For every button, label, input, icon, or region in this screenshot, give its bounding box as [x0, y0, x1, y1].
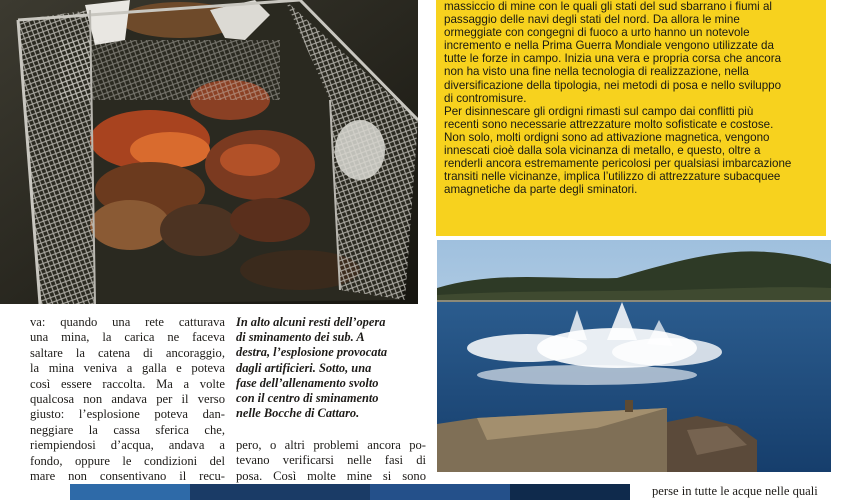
- text-line: tevano verificarsi nelle fasi di: [236, 453, 426, 468]
- box-line: massiccio di mine con le quali gli stati del sud sbarrano i fiumi al: [444, 0, 772, 13]
- box-line: di contromisure.: [444, 91, 527, 105]
- text-line: la mina veniva a galla e poteva: [30, 361, 225, 376]
- text-line: giusto: l’esplosione poteva dan-: [30, 407, 225, 422]
- box-line: non ha visto una fine nella tecnologia di realizzazione, nella: [444, 65, 749, 79]
- photo-caption: [236, 315, 426, 421]
- caption-line: fase dell’allenamento svolto: [236, 375, 379, 390]
- yellow-info-box: [436, 0, 826, 236]
- photo-underwater-explosion: [437, 240, 831, 472]
- photo-bottom-strip: [70, 484, 630, 500]
- box-line: tutte le forze in campo. Inizia una vera e propria corsa che ancora: [444, 52, 782, 66]
- box-line: amagnetiche da parte degli sminatori.: [444, 183, 638, 197]
- box-line: incremento e nella Prima Guerra Mondiale vengono utilizzate da: [444, 39, 774, 53]
- text-line: perse in tutte le acque nelle quali: [652, 484, 818, 498]
- caption-line: destra, l’esplosione provocata: [236, 345, 388, 360]
- caption-line: di sminamento dei sub. A: [236, 330, 365, 345]
- article-column-right: [652, 484, 842, 499]
- article-column-left: [30, 315, 225, 484]
- box-line: passaggio delle navi degli stati del nord. Da allora le mine: [444, 13, 740, 27]
- box-line: transiti nelle vicinanze, implica l’utilizzo di attrezzature subacquee: [444, 170, 781, 184]
- box-line: Per disinnescare gli ordigni rimasti sul campo dai conflitti più: [444, 104, 754, 118]
- text-line: qualcosa non andava per il verso: [30, 392, 225, 407]
- text-line: neggiare la cassa sferica che,: [30, 422, 225, 437]
- caption-line: dagli artificieri. Sotto, una: [236, 360, 372, 375]
- box-line: ormeggiate con congegni di fuoco a urto hanno un notevole: [444, 26, 750, 40]
- text-line: così essere raccolta. Ma a volte: [30, 376, 225, 391]
- caption-line: con il centro di sminamento: [236, 391, 379, 406]
- text-line: va: quando una rete catturava: [30, 315, 225, 329]
- box-line: innescati cioè dalla sola vicinanza di metallo, e questo, oltre a: [444, 144, 761, 158]
- text-line: riempiendosi d’acqua, andava a: [30, 438, 225, 453]
- box-line: recenti sono necessarie attrezzature molto sofisticate e costose.: [444, 117, 774, 131]
- text-line: fondo, oppure le condizioni del: [30, 453, 225, 468]
- text-line: mare non consentivano il recu-: [30, 469, 225, 484]
- text-line: una mina, la carica ne faceva: [30, 330, 225, 345]
- caption-line: nelle Bocche di Cattaro.: [236, 406, 360, 421]
- caption-line: In alto alcuni resti dell’opera: [236, 315, 386, 329]
- box-line: renderli ancora estremamente pericolosi per qualsiasi imbarcazione: [444, 157, 792, 171]
- text-line: pero, o altri problemi ancora po-: [236, 438, 426, 452]
- article-column-middle: [236, 438, 426, 484]
- photo-mine-remains-basket: [0, 0, 418, 304]
- box-line: diversificazione della tipologia, nei metodi di posa e nello sviluppo: [444, 78, 782, 92]
- text-line: posa. Così molte mine si sono: [236, 468, 426, 483]
- box-line: Non solo, molti ordigni sono ad attivazione magnetica, vengono: [444, 130, 770, 144]
- text-line: saltare la catena di ancoraggio,: [30, 345, 225, 360]
